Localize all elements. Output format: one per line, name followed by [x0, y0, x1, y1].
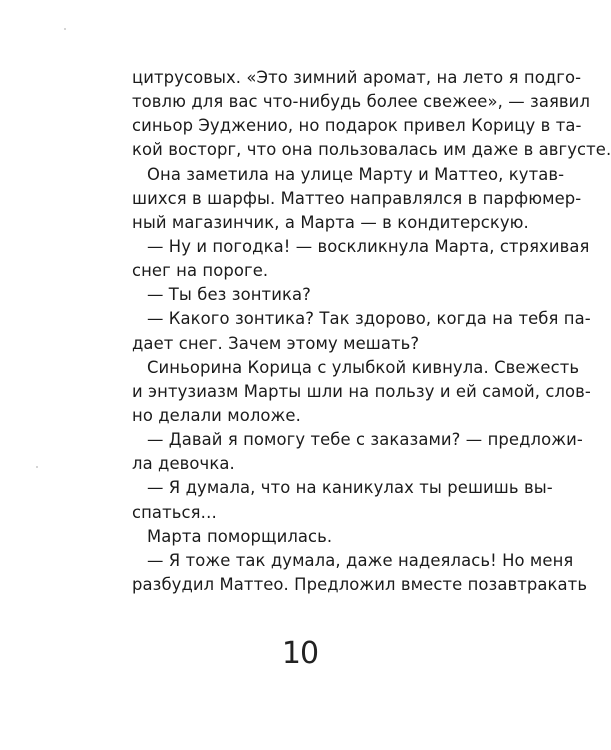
scan-speck — [64, 28, 66, 30]
text-line: — Давай я помогу тебе с заказами? — предложи- — [147, 430, 583, 450]
text-line: — Ну и погодка! — воскликнула Марта, стряхивая — [147, 236, 590, 256]
text-line: — Какого зонтика? Так здорово, когда на тебя па- — [147, 309, 591, 329]
text-line: и энтузиазм Марты шли на пользу и ей самой, слов- — [132, 381, 591, 401]
text-line: ный магазинчик, а Марта — в кондитерскую. — [132, 212, 529, 232]
scan-speck — [36, 466, 38, 468]
body-text — [132, 66, 611, 597]
text-line: синьор Эудженио, но подарок привел Корицу в та- — [132, 116, 582, 136]
text-line: Она заметила на улице Марту и Маттео, кутав- — [147, 164, 565, 184]
text-line: — Я думала, что на каникулах ты решишь вы- — [147, 478, 553, 498]
page-number: 10 — [281, 636, 319, 671]
text-line: но делали моложе. — [132, 405, 301, 425]
text-line: — Ты без зонтика? — [147, 285, 311, 305]
text-line: товлю для вас что-нибудь более свежее», — заявил — [132, 92, 591, 112]
text-line: цитрусовых. «Это зимний аромат, на лето я подго- — [132, 68, 582, 87]
text-line: снег на пороге. — [132, 261, 269, 281]
text-line: кой восторг, что она пользовалась им даже в августе. — [132, 140, 611, 160]
text-line: Синьорина Корица с улыбкой кивнула. Свежесть — [147, 357, 580, 377]
text-line: ла девочка. — [132, 454, 235, 474]
text-line: Марта поморщилась. — [147, 526, 333, 546]
text-line: спаться… — [132, 502, 218, 522]
text-line: разбудил Маттео. Предложил вместе позавтракать — [132, 574, 588, 594]
text-line: шихся в шарфы. Маттео направлялся в парфюмер- — [132, 188, 582, 208]
text-line: — Я тоже так думала, даже надеялась! Но меня — [147, 550, 574, 570]
text-line: дает снег. Зачем этому мешать? — [132, 333, 420, 353]
